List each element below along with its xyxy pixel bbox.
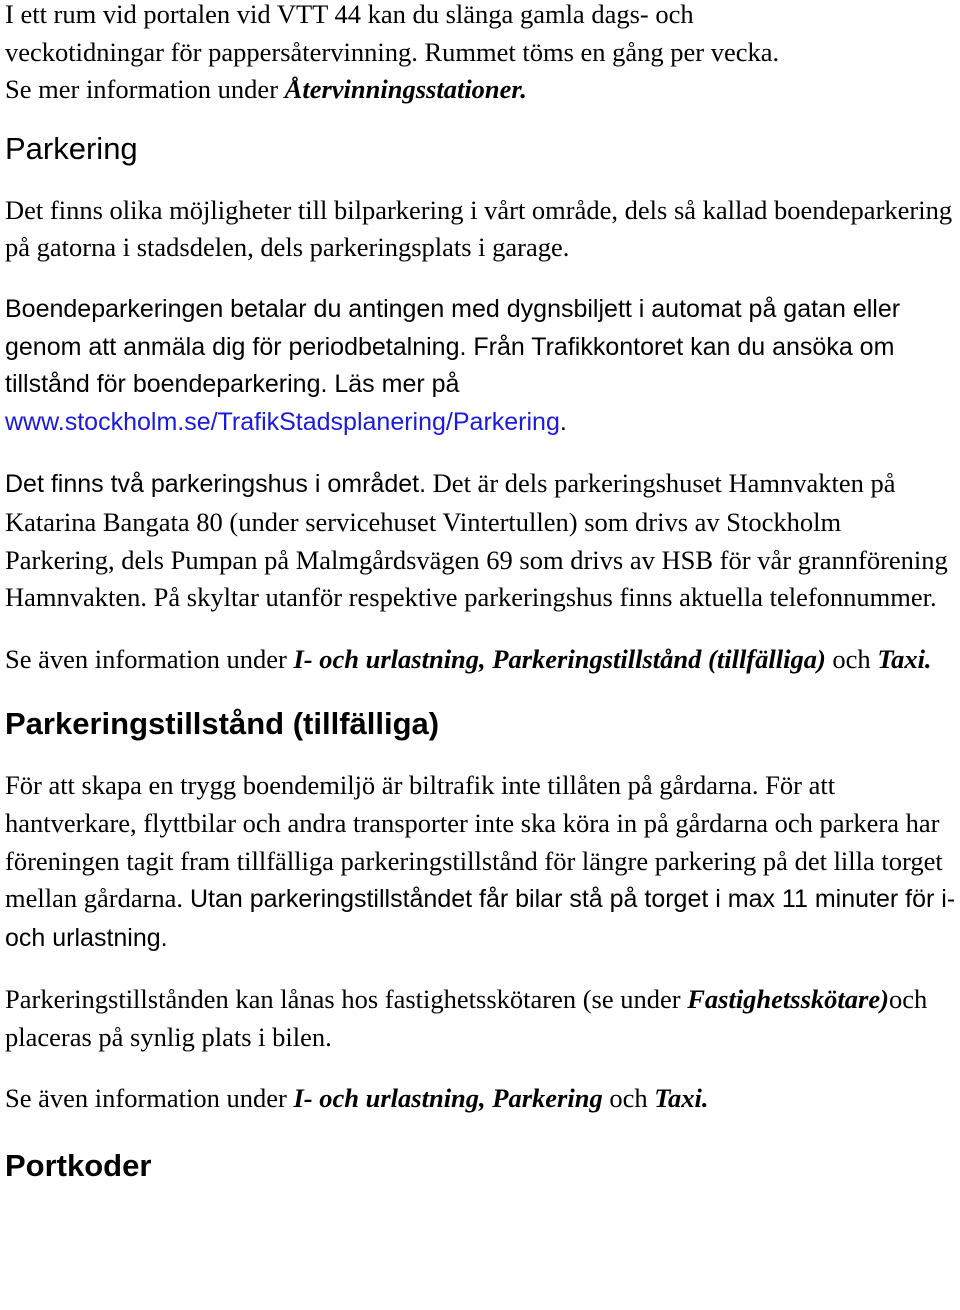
intro-line-1: I ett rum vid portalen vid VTT 44 kan du slänga gamla dags- och bbox=[5, 0, 694, 29]
parkering-paragraph-3-text: Det är dels parkeringshuset Hamnvakten på Katarina Bangata 80 (under servicehuset Vintertullen) som drivs av Stockholm Parkering, dels Pumpan på Malmgårdsvägen 69 som drivs av HSB för vår grannförening Hamnvakten. På skyltar utanför respektive parkeringshus finns aktuella telefonnummer. bbox=[5, 468, 948, 613]
tillstand-paragraph-2-end: och placeras på synlig plats i bilen. bbox=[5, 984, 928, 1052]
heading-parkeringstillstand: Parkeringstillstånd (tillfälliga) bbox=[5, 706, 440, 742]
parkering-see-also bbox=[5, 641, 957, 679]
intro-line-2: veckotidningar för pappersåtervinning. Rummet töms en gång per vecka. bbox=[5, 36, 780, 67]
reference-urlastning-parkering: I- och urlastning, Parkering bbox=[293, 1083, 603, 1114]
tillstand-paragraph-2 bbox=[5, 981, 957, 1056]
parkering-paragraph-3-lead: Det finns två parkeringshus i området. bbox=[5, 470, 427, 499]
reference-taxi: Taxi. bbox=[877, 643, 932, 674]
reference-taxi: Taxi. bbox=[654, 1083, 709, 1114]
tillstand-paragraph-2-text: Parkeringstillstånden kan lånas hos fastighetsskötaren (se under bbox=[5, 984, 688, 1015]
parkering-paragraph-2-end: . bbox=[559, 407, 567, 436]
heading-parkering: Parkering bbox=[5, 130, 138, 166]
intro-line-3-text: Se mer information under bbox=[5, 74, 285, 105]
parkering-paragraph-2-text: Boendeparkeringen betalar du antingen med dygnsbiljett i automat på gatan eller genom att anmäla dig för periodbetalning. Från Trafikkontoret kan du ansöka om tillstånd för boendeparkering. Läs mer på bbox=[5, 294, 901, 399]
see-also-text: Se även information under bbox=[5, 1083, 294, 1114]
tillstand-paragraph-1-tail: Utan parkeringstillståndet får bilar stå på torget i max 11 minuter för i- och urlastning. bbox=[5, 885, 956, 952]
tillstand-paragraph-1 bbox=[5, 767, 957, 957]
heading-portkoder: Portkoder bbox=[5, 1148, 152, 1184]
document-page bbox=[5, 0, 957, 1186]
tillstand-see-also bbox=[5, 1080, 957, 1118]
see-also-och: och bbox=[602, 1083, 655, 1114]
parkering-paragraph-3 bbox=[5, 465, 957, 616]
parkering-paragraph-1: Det finns olika möjligheter till bilparkering i vårt område, dels så kallad boendeparkering på gatorna i stadsdelen, dels parkeringsplats i garage. bbox=[5, 194, 953, 263]
parkering-paragraph-2 bbox=[5, 291, 957, 441]
intro-paragraph bbox=[5, 0, 957, 109]
see-also-text: Se även information under bbox=[5, 643, 294, 674]
reference-fastighetsskotare: Fastighetsskötare) bbox=[687, 984, 889, 1015]
reference-urlastning-tillstand: I- och urlastning, Parkeringstillstånd (tillfälliga) bbox=[293, 643, 826, 674]
see-also-och: och bbox=[825, 643, 878, 674]
reference-atervinningsstationer: Återvinningsstationer. bbox=[284, 74, 527, 105]
stockholm-parking-link[interactable]: www.stockholm.se/TrafikStadsplanering/Parkering bbox=[5, 407, 560, 436]
tillstand-paragraph-1-text: För att skapa en trygg boendemiljö är biltrafik inte tillåten på gårdarna. För att hantverkare, flyttbilar och andra transporter inte ska köra in på gårdarna och parkera har föreningen tagit fram tillfälliga parkeringstillstånd för längre parkering på det lilla torget mellan gårdarna. bbox=[5, 770, 943, 914]
